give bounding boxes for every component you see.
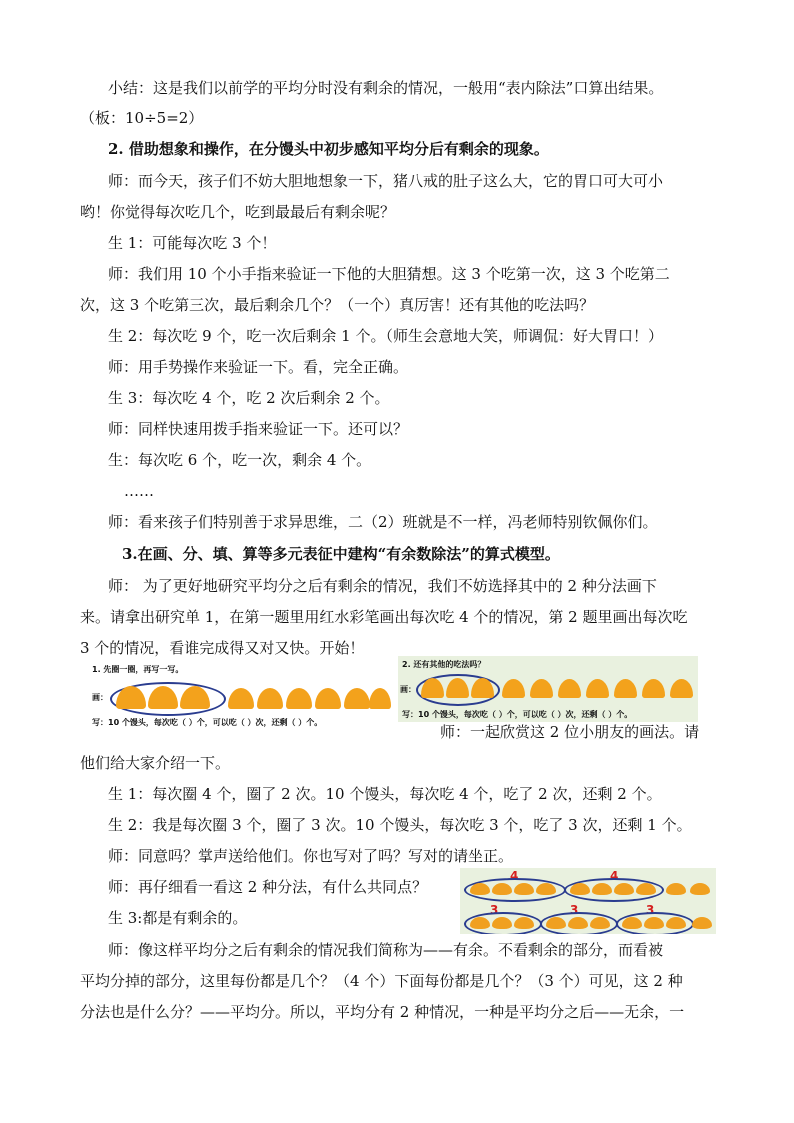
paragraph-line: 次，这 3 个吃第三次，最后剩余几个？（一个）真厉害！还有其他的吃法吗？ xyxy=(80,296,595,314)
bun-icon xyxy=(492,917,512,929)
paragraph-line: 师：一起欣赏这 2 位小朋友的画法。请 xyxy=(440,723,700,741)
group-size-label: 4 xyxy=(510,869,519,883)
bun-icon xyxy=(492,883,512,895)
bun-icon xyxy=(502,679,525,698)
bun-icon xyxy=(644,917,664,929)
bun-icon xyxy=(690,883,710,895)
bun-icon xyxy=(592,883,612,895)
bun-icon xyxy=(586,679,609,698)
bun-icon xyxy=(536,883,556,895)
figure-1-write-line: 写：10 个馒头，每次吃（ ）个，可以吃（ ）次，还剩（ ）个。 xyxy=(92,718,323,727)
bun-icon xyxy=(692,917,712,929)
bun-icon xyxy=(286,688,312,709)
bun-icon xyxy=(570,883,590,895)
figure-2-write-line: 写：10 个馒头，每次吃（ ）个，可以吃（ ）次，还剩（ ）个。 xyxy=(402,710,633,719)
bun-icon xyxy=(470,883,490,895)
bun-icon xyxy=(670,679,693,698)
paragraph-line: 分法也是什么分？——平均分。所以，平均分有 2 种情况，一种是平均分之后——无余，一 xyxy=(80,1003,685,1021)
paragraph-line: 生 3:都是有剩余的。 xyxy=(108,909,248,927)
paragraph-line: 生 1：可能每次吃 3 个！ xyxy=(108,234,277,252)
bun-icon xyxy=(636,883,656,895)
bun-icon xyxy=(514,883,534,895)
paragraph-line: 生 1：每次圈 4 个，圈了 2 次。10 个馒头，每次吃 4 个，吃了 2 次，还剩 2 个。 xyxy=(108,785,662,803)
group-size-label: 3 xyxy=(646,903,655,917)
figure-grouping-comparison xyxy=(460,868,716,934)
paragraph-line: 师：像这样平均分之后有剩余的情况我们简称为——有余。不看剩余的部分，而看被 xyxy=(108,941,664,959)
paragraph-line: 师：同意吗？掌声送给他们。你也写对了吗？写对的请坐正。 xyxy=(108,847,514,865)
paragraph-line: 平均分掉的部分，这里每份都是几个？（4 个）下面每份都是几个？（3 个）可见，这 2 种 xyxy=(80,972,683,990)
paragraph-line: 他们给大家介绍一下。 xyxy=(80,754,231,772)
bun-icon xyxy=(614,883,634,895)
paragraph-line: 师：用手势操作来验证一下。看，完全正确。 xyxy=(108,358,409,376)
figure-1-draw-label: 画： xyxy=(92,693,108,702)
paragraph-line: 师：再仔细看一看这 2 种分法，有什么共同点？ xyxy=(108,878,428,896)
bun-icon xyxy=(514,917,534,929)
group-size-label: 4 xyxy=(610,869,619,883)
paragraph-line: 师：而今天，孩子们不妨大胆地想象一下，猪八戒的肚子这么大，它的胃口可大可小 xyxy=(108,172,664,190)
summary-line: 小结：这是我们以前学的平均分时没有剩余的情况，一般用“表内除法”口算出结果。 xyxy=(108,79,664,97)
bun-icon xyxy=(228,688,254,709)
group-size-label: 3 xyxy=(570,903,579,917)
paragraph-line: 师： 为了更好地研究平均分之后有剩余的情况，我们不妨选择其中的 2 种分法画下 xyxy=(108,577,657,595)
figure-2-title: 2. 还有其他的吃法吗？ xyxy=(402,660,486,669)
bun-icon xyxy=(622,917,642,929)
paragraph-line: 师：同样快速用拨手指来验证一下。还可以？ xyxy=(108,420,409,438)
bun-icon xyxy=(614,679,637,698)
paragraph-line: 师：我们用 10 个小手指来验证一下他的大胆猜想。这 3 个吃第一次，这 3 个吃第二 xyxy=(108,265,670,283)
paragraph-line: 来。请拿出研究单 1，在第一题里用红水彩笔画出每次吃 4 个的情况，第 2 题里画出每次吃 xyxy=(80,608,688,626)
figure-2-draw-label: 画： xyxy=(400,685,416,694)
bun-icon xyxy=(568,917,588,929)
bun-icon xyxy=(590,917,610,929)
bun-icon xyxy=(315,688,341,709)
bun-icon xyxy=(558,679,581,698)
ellipsis: …… xyxy=(124,482,154,500)
bun-icon xyxy=(470,917,490,929)
section-heading-2: 2. 借助想象和操作，在分馒头中初步感知平均分后有剩余的现象。 xyxy=(108,140,549,158)
section-heading-3: 3.在画、分、填、算等多元表征中建构“有余数除法”的算式模型。 xyxy=(122,545,560,563)
paragraph-line: 生：每次吃 6 个，吃一次，剩余 4 个。 xyxy=(108,451,372,469)
figure-worksheet-1 xyxy=(88,662,392,730)
bun-icon xyxy=(666,883,686,895)
paragraph-line: 生 2：我是每次圈 3 个，圈了 3 次。10 个馒头，每次吃 3 个，吃了 3 次，还剩 1 个。 xyxy=(108,816,692,834)
figure-worksheet-2 xyxy=(398,656,698,722)
bun-icon xyxy=(257,688,283,709)
bun-icon xyxy=(642,679,665,698)
bun-icon xyxy=(666,917,686,929)
paragraph-line: 哟！你觉得每次吃几个，吃到最最后有剩余呢？ xyxy=(80,203,396,221)
bun-icon xyxy=(546,917,566,929)
paragraph-line: 生 2：每次吃 9 个，吃一次后剩余 1 个。（师生会意地大笑，师调侃：好大胃口！） xyxy=(108,327,663,345)
group-size-label: 3 xyxy=(490,903,499,917)
bun-icon xyxy=(344,688,370,709)
figure-1-title: 1. 先圈一圈，再写一写。 xyxy=(92,665,184,674)
paragraph-line: 师：看来孩子们特别善于求异思维，二（2）班就是不一样，冯老师特别钦佩你们。 xyxy=(108,513,658,531)
board-note: （板：10÷5=2） xyxy=(80,109,204,127)
bun-icon xyxy=(530,679,553,698)
paragraph-line: 3 个的情况，看谁完成得又对又快。开始！ xyxy=(80,639,365,657)
paragraph-line: 生 3：每次吃 4 个，吃 2 次后剩余 2 个。 xyxy=(108,389,390,407)
bun-icon xyxy=(369,688,391,709)
